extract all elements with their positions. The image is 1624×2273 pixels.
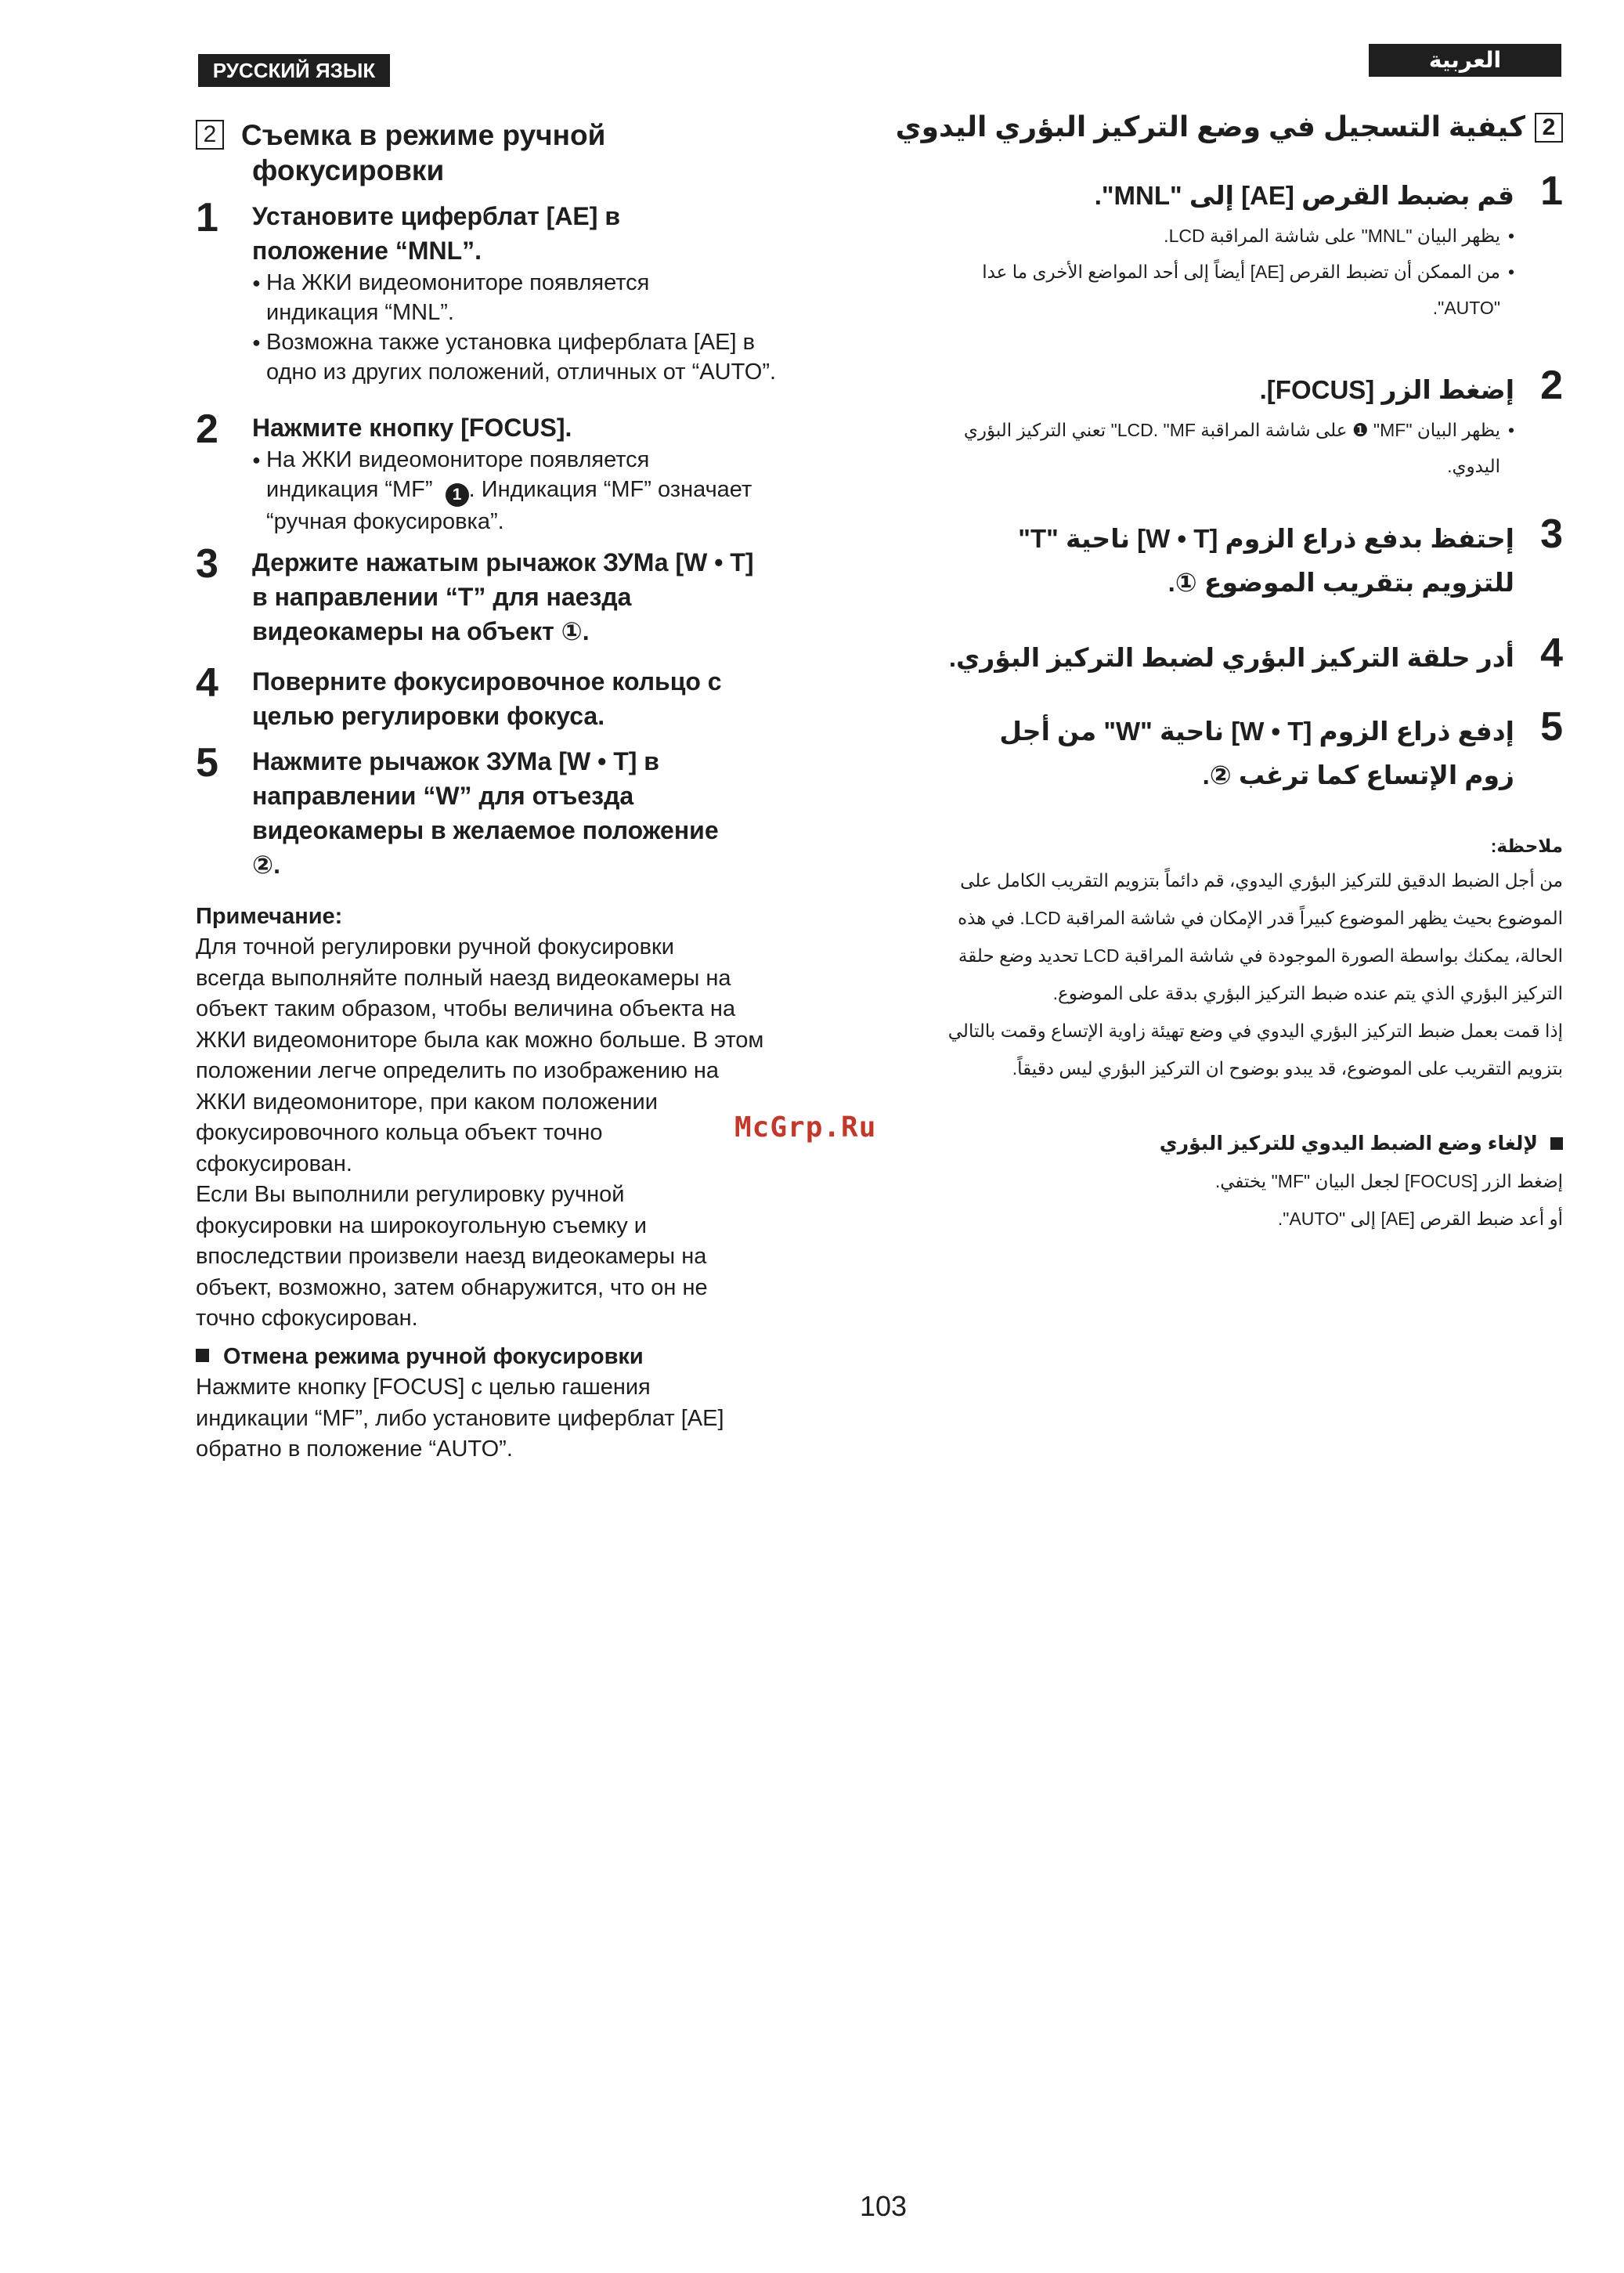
step-title-line: Нажмите рычажок ЗУМа [W • T] в xyxy=(252,747,659,775)
step-bullet xyxy=(252,268,846,327)
russian-step-2 xyxy=(196,407,846,537)
step-title: أدر حلقة التركيز البؤري لضبط التركيز البؤري. xyxy=(948,643,1514,672)
note-line: фокусировки на широкоугольную съемку и xyxy=(196,1212,647,1238)
note-line: сфокусирован. xyxy=(196,1151,352,1176)
section-number-box: 2 xyxy=(1535,113,1563,143)
cancel-title: لإلغاء وضع الضبط اليدوي للتركيز البؤري xyxy=(921,1125,1563,1162)
cancel-line: Нажмите кнопку [FOCUS] с целью гашения xyxy=(196,1375,651,1400)
step-title-line: направлении “W” для отъезда xyxy=(252,782,634,810)
step-title-line: ②. xyxy=(252,851,280,879)
step-title xyxy=(252,744,846,882)
russian-step-4 xyxy=(196,660,846,733)
cancel-line: إضغط الزر [FOCUS] لجعل البيان "MF" يختفي. xyxy=(1214,1171,1563,1191)
arabic-step-3 xyxy=(921,511,1563,605)
russian-cancel-section xyxy=(196,1341,846,1465)
note-line: положении легче определить по изображению на xyxy=(196,1058,720,1083)
cancel-title: Отмена режима ручной фокусировки xyxy=(196,1341,846,1372)
note-line: من أجل الضبط الدقيق للتركيز البؤري اليدوي، قم دائماً بتزويم التقريب الكامل على xyxy=(960,870,1563,891)
step-title xyxy=(921,710,1514,797)
step-title: قم بضبط القرص [AE] إلى "MNL". xyxy=(1094,181,1514,210)
step-number: 4 xyxy=(196,660,218,706)
russian-language-tab: РУССКИЙ ЯЗЫК xyxy=(198,54,390,87)
note-line: всегда выполняйте полный наезд видеокамеры на xyxy=(196,965,731,991)
step-title-line: видеокамеры на объект ①. xyxy=(252,617,590,645)
step-number: 1 xyxy=(196,195,218,240)
cancel-body xyxy=(196,1372,846,1465)
square-bullet-icon xyxy=(196,1349,209,1362)
step-title xyxy=(252,664,846,733)
note-line: الموضوع بحيث يظهر الموضوع كبيراً قدر الإمكان في شاشة المراقبة LCD. في هذه xyxy=(958,908,1563,928)
russian-step-5 xyxy=(196,740,846,882)
cancel-line: أو أعد ضبط القرص [AE] إلى "AUTO". xyxy=(1277,1209,1563,1229)
step-number: 5 xyxy=(196,740,218,786)
arabic-language-tab: العربية xyxy=(1369,44,1561,77)
step-bullet: • من الممكن أن تضبط القرص [AE] أيضاً إلى أحد المواضع الأخرى ما عدا "AUTO". xyxy=(921,254,1514,326)
note-line: объект, возможно, затем обнаружится, что он не xyxy=(196,1274,708,1300)
arabic-step-4 xyxy=(921,631,1563,680)
note-title: ملاحظة: xyxy=(1490,836,1563,856)
bullet-line: ● Возможна также установка циферблата [AE] в xyxy=(266,330,756,355)
bullet-line: одно из других положений, отличных от “AUTO”. xyxy=(266,360,777,385)
heading-line: Съемка в режиме ручной xyxy=(241,119,606,151)
square-bullet-icon xyxy=(1550,1137,1563,1150)
heading-text: كيفية التسجيل في وضع التركيز البؤري اليدوي xyxy=(895,110,1525,143)
note-line: إذا قمت بعمل ضبط التركيز البؤري اليدوي في وضع تهيئة زاوية الإتساع وقمت بالتالي xyxy=(947,1021,1563,1041)
bullet-line: ● На ЖКИ видеомониторе появляется xyxy=(266,270,650,295)
step-title-line: положение “MNL”. xyxy=(252,237,482,265)
step-title xyxy=(252,199,846,268)
step-number: 3 xyxy=(196,541,218,587)
step-title xyxy=(252,545,846,649)
step-title-line: للتزويم بتقريب الموضوع ①. xyxy=(1167,568,1514,597)
bullet-line: “ручная фокусировка”. xyxy=(266,509,504,534)
step-number: 2 xyxy=(1540,363,1563,408)
note-line: фокусировочного кольца объект точно xyxy=(196,1120,603,1145)
step-bullet: • يظهر البيان "MNL" على شاشة المراقبة LCD. xyxy=(921,218,1514,254)
step-title-line: целью регулировки фокуса. xyxy=(252,702,605,730)
step-title-line: Установите циферблат [AE] в xyxy=(252,202,620,230)
note-title: Примечание: xyxy=(196,904,343,929)
arabic-section-heading xyxy=(780,108,1563,146)
step-title-line: видеокамеры в желаемое положение xyxy=(252,816,719,844)
step-bullet xyxy=(252,327,846,387)
step-number: 1 xyxy=(1540,168,1563,214)
step-number: 5 xyxy=(1540,704,1563,750)
cancel-line: обратно в положение “AUTO”. xyxy=(196,1436,513,1462)
arabic-cancel-section xyxy=(921,1125,1563,1238)
step-title-line: Нажмите кнопку [FOCUS]. xyxy=(252,414,572,442)
bullet-line: индикация “MNL”. xyxy=(266,300,454,325)
note-line: Для точной регулировки ручной фокусировки xyxy=(196,934,674,959)
watermark: McGrp.Ru xyxy=(734,1111,877,1144)
step-title xyxy=(252,410,846,445)
step-bullet: • يظهر البيان "MF" ❶ على شاشة المراقبة LCD. "MF" تعني التركيز البؤري اليدوي. xyxy=(921,412,1514,484)
step-title: إضغط الزر [FOCUS]. xyxy=(1259,375,1514,404)
step-title-line: Держите нажатым рычажок ЗУМа [W • T] xyxy=(252,548,754,576)
note-line: Если Вы выполнили регулировку ручной xyxy=(196,1182,625,1207)
russian-section-heading xyxy=(196,117,846,188)
bullet-line: ● На ЖКИ видеомониторе появляется xyxy=(266,447,650,472)
russian-step-3 xyxy=(196,541,846,649)
russian-step-1 xyxy=(196,195,846,387)
step-title-line: إدفع ذراع الزوم [W • T] ناحية "W" من أجل xyxy=(999,717,1514,746)
bullet-line: индикация “MF” 1 . Индикация “MF” означает xyxy=(266,475,846,507)
note-line: الحالة، يمكنك بواسطة الصورة الموجودة في شاشة المراقبة LCD تحديد وضع حلقة xyxy=(958,945,1563,966)
arabic-step-1 xyxy=(921,168,1563,326)
cancel-line: индикации “MF”, либо установите циферблат [AE] xyxy=(196,1405,724,1431)
section-number-box: 2 xyxy=(196,120,224,150)
note-line: ЖКИ видеомониторе была как можно больше. В этом xyxy=(196,1027,764,1053)
note-line: впоследствии произвели наезд видеокамеры на xyxy=(196,1244,707,1269)
step-bullet xyxy=(252,445,846,537)
step-number: 3 xyxy=(1540,511,1563,557)
note-line: точно сфокусирован. xyxy=(196,1306,418,1331)
note-line: بتزويم التقريب على الموضوع، قد يبدو بوضوح ان التركيز البؤري ليس دقيقاً. xyxy=(1012,1058,1563,1079)
arabic-step-5 xyxy=(921,704,1563,797)
step-title-line: زوم الإتساع كما ترغب ②. xyxy=(1202,761,1514,790)
step-number: 2 xyxy=(196,407,218,452)
note-line: ЖКИ видеомониторе, при каком положении xyxy=(196,1089,658,1115)
heading-line: фокусировки xyxy=(252,154,445,186)
note-line: объект таким образом, чтобы величина объекта на xyxy=(196,996,736,1021)
step-number: 4 xyxy=(1540,631,1563,676)
step-title-line: Поверните фокусировочное кольцо с xyxy=(252,667,722,696)
step-title xyxy=(921,517,1514,605)
arabic-step-2 xyxy=(921,363,1563,484)
note-line: التركيز البؤري الذي يتم عنده ضبط التركيز البؤري بدقة على الموضوع. xyxy=(1052,983,1563,1003)
page-number: 103 xyxy=(860,2190,908,2222)
arabic-note xyxy=(921,830,1563,1087)
step-title-line: إحتفظ بدفع ذراع الزوم [W • T] ناحية "T" xyxy=(1018,524,1514,553)
circled-1-icon: 1 xyxy=(446,483,469,507)
step-title-line: в направлении “T” для наезда xyxy=(252,583,632,611)
